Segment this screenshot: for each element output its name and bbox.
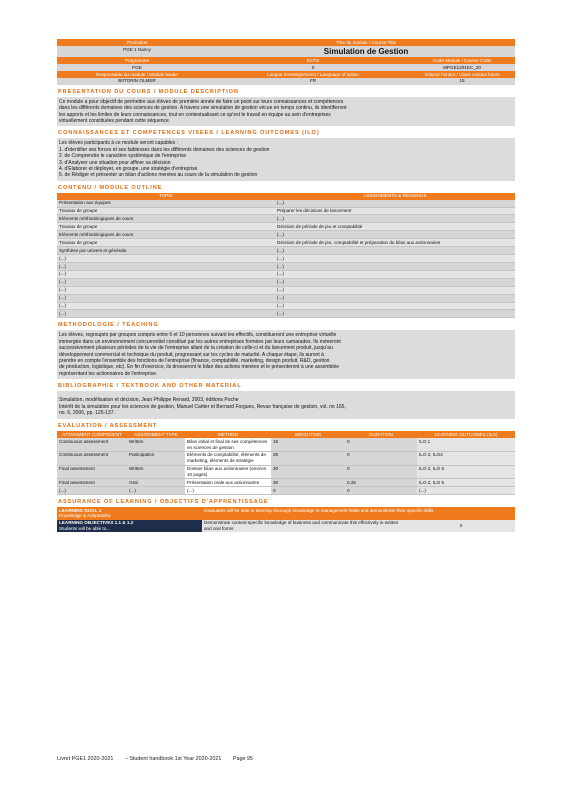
evaluation-component: Final assessment xyxy=(57,465,127,479)
evaluation-component: Final assessment xyxy=(57,479,127,487)
evaluation-weighting: 0 xyxy=(271,487,345,495)
volume-label: Volume horaire / Class contact hours xyxy=(424,71,500,77)
bibliography-heading: BIBLIOGRAPHIE / TEXTBOOK AND OTHER MATERIAL xyxy=(58,383,242,390)
outline-assignment: (...) xyxy=(275,270,515,278)
evaluation-type: Written xyxy=(127,465,185,479)
outline-row xyxy=(57,200,515,207)
outline-assign-header: ASSIGNMENTS & READINGS xyxy=(363,193,427,199)
methodology-heading: METHODOLOGIE / TEACHING xyxy=(58,322,159,329)
competences-line: 1. d'identifier ses forces et ses faiblesses dans les différents domaines des sciences de gestion xyxy=(59,146,270,153)
competences-line: Les élèves participants à ce module seront capables : xyxy=(59,140,178,147)
evaluation-component: Continuous assessment xyxy=(57,438,127,451)
course-sheet xyxy=(57,39,515,532)
evaluation-duration: 0 xyxy=(345,465,417,479)
responsable-label: Responsable du module / Module leader xyxy=(95,71,179,77)
responsable-value: BIITORIN OLMER xyxy=(118,78,156,84)
evaluation-ilo: ILO 2, ILO 5 xyxy=(417,479,515,487)
evaluation-duration: 0 xyxy=(345,487,417,495)
page-footer xyxy=(57,756,263,763)
langue-value: FR xyxy=(309,78,317,84)
evaluation-ilo: ILO 1 xyxy=(417,438,515,451)
eval-header-component: ATTAINMENT COMPONENT xyxy=(62,431,122,437)
outline-assignment: (...) xyxy=(275,302,515,310)
eval-header-type: ASSIGNMENT TYPE xyxy=(134,431,178,437)
footer-middle: – Student handbook 1st Year 2020-2021 xyxy=(124,756,222,762)
evaluation-weighting: 30 xyxy=(271,479,345,487)
evaluation-weighting: 30 xyxy=(271,465,345,479)
outline-row xyxy=(57,310,515,318)
outline-assignment: (...) xyxy=(275,200,515,207)
outline-topic-header: TOPIC xyxy=(159,193,173,199)
evaluation-method: Eléments de comptabilité, éléments de marketing, éléments de stratégie xyxy=(185,451,271,465)
programme-value: PGE xyxy=(132,64,142,70)
learning-objective-desc: Demonstrate context-specific knowledge of business and communicate this effectively in written and oral forms xyxy=(202,520,407,533)
outline-topic: (...) xyxy=(57,294,275,302)
outline-table xyxy=(57,193,515,319)
outline-assignment: (...) xyxy=(275,294,515,302)
outline-topic: (...) xyxy=(57,310,275,318)
evaluation-component: (...) xyxy=(57,487,127,495)
code-value: MPGE1201EC_20 xyxy=(443,64,481,70)
code-label: Code Module / Course Code xyxy=(432,57,492,63)
bibliography-line: no. 6, 2006, pp. 125-137. xyxy=(59,409,115,416)
presentation-line: dans les différents domaines des sciences de gestion. A travers une simulation de gestion vécue en temps continu, ils identifieront xyxy=(59,105,347,112)
outline-assignment: Préparer les décisions de lancement xyxy=(275,207,515,215)
assurance-table xyxy=(57,507,515,532)
bibliography-line: Simulation, modélisation et décision, Jean Philippe Renard, 2003, éditions Poche xyxy=(59,397,239,404)
outline-row xyxy=(57,231,515,239)
outline-topic: (...) xyxy=(57,302,275,310)
outline-row xyxy=(57,270,515,278)
presentation-line: les apports et les limites de leurs connaissances, tout en contextualisant ce qu'est le travail en équipe au sein d'entreprises xyxy=(59,111,331,118)
evaluation-row xyxy=(57,487,515,495)
learning-goal-sub: Knowledge & Adaptability xyxy=(59,513,111,519)
outline-topic: (...) xyxy=(57,270,275,278)
outline-assignment: (...) xyxy=(275,231,515,239)
competences-line: 4. d'Elaborer et déployer, en groupe, une stratégie d'entreprise xyxy=(59,165,198,172)
outline-row xyxy=(57,302,515,310)
learning-objective-cell xyxy=(57,520,202,533)
outline-topic: Travaux de groupe xyxy=(57,239,275,247)
outline-topic: (...) xyxy=(57,255,275,263)
methodology-line: immergée dans un environnement concurrentiel constitué par les autres entreprises formées par leurs camarades. Ils mèneront xyxy=(59,338,341,345)
learning-goal-cell xyxy=(57,507,202,520)
evaluation-component: Continuous assessment xyxy=(57,451,127,465)
outline-row xyxy=(57,247,515,255)
evaluation-duration: 0.25 xyxy=(345,479,417,487)
competences-text xyxy=(57,138,515,180)
outline-assignment: Décision de période de jeu et comptabilité xyxy=(275,223,515,231)
outline-topic: (...) xyxy=(57,262,275,270)
assurance-heading: ASSURANCE OF LEARNING / OBJECTIFS D'APPRENTISSAGE xyxy=(58,499,269,505)
methodology-line: successivement plusieurs périodes de la vie de l'entreprise allant de la création de celle-ci et du lancement produit, jusqu'au xyxy=(59,345,333,352)
bibliography-line: Intérêt de la simulation pour les sciences de gestion, Manuel Cartier et Bernard Forgues, Revue française de gestion, vol. no 165, xyxy=(59,403,346,410)
outline-row xyxy=(57,239,515,247)
methodology-text xyxy=(57,330,515,379)
learning-goal-desc: Graduates will be able to develop thorough knowledge in management fields and demonstrate their specific skills. xyxy=(202,507,515,520)
outline-assignment: (...) xyxy=(275,286,515,294)
outline-row xyxy=(57,286,515,294)
outline-assignment: (...) xyxy=(275,255,515,263)
module-title-label: Titre du module / Course Title xyxy=(335,39,397,45)
outline-topic: (...) xyxy=(57,278,275,286)
outline-topic: Travaux de groupe xyxy=(57,207,275,215)
outline-row xyxy=(57,278,515,286)
evaluation-type: Written xyxy=(127,438,185,451)
outline-row xyxy=(57,262,515,270)
presentation-line: virtuellement constituées pendant cette séquence. xyxy=(59,117,171,124)
footer-page: Page 95 xyxy=(232,756,253,762)
bibliography-text xyxy=(57,391,515,419)
promotion-label: Promotion xyxy=(126,39,148,45)
evaluation-row xyxy=(57,465,515,479)
methodology-line: de production, logistique, etc). En fin d'exercice, ils dresseront le bilan des actions menées et le présenteront à une assemblée xyxy=(59,364,340,371)
evaluation-ilo: ILO 2, ILO 5 xyxy=(417,465,515,479)
outline-row xyxy=(57,294,515,302)
evaluation-duration: 0 xyxy=(345,438,417,451)
outline-topic: Travaux de groupe xyxy=(57,223,275,231)
eval-header-duration: DURATION xyxy=(369,431,393,437)
presentation-line: Ce module a pour objectif de permettre aux élèves de première année de faire un point sur leurs connaissances et compétences xyxy=(59,98,344,105)
evaluation-row xyxy=(57,479,515,487)
outline-topic: Présentation aux équipes xyxy=(57,200,275,207)
competences-line: 3. d'Analyser une situation pour affiner sa décision xyxy=(59,159,171,166)
evaluation-type: Participation xyxy=(127,451,185,465)
outline-row xyxy=(57,223,515,231)
eval-header-ilo: LEARNING OUTCOMES (ILO) xyxy=(434,431,498,437)
learning-objective-sub: Students will be able to... xyxy=(59,525,111,531)
outline-assignment: (...) xyxy=(275,278,515,286)
competences-heading: CONNAISSANCES ET COMPETENCES VISEES / LEARNING OUTCOMES (ILO) xyxy=(58,130,320,137)
module-title-value: Simulation de Gestion xyxy=(217,46,515,57)
ects-value: 0 xyxy=(311,64,315,70)
outline-row xyxy=(57,255,515,263)
presentation-text xyxy=(57,97,515,127)
competences-line: 5. de Rédiger et présenter un bilan d'actions menées au cours de la simulation de gestion xyxy=(59,172,258,179)
evaluation-ilo: (...) xyxy=(417,487,515,495)
evaluation-row xyxy=(57,438,515,451)
evaluation-method: Dossier bilan aux actionnaires (environ 10 pages) xyxy=(185,465,271,479)
methodology-line: développement commercial et technique du produit, progressant sur les cycles de maturité. A chaque étape, ils auront à xyxy=(59,351,324,358)
outline-assignment: (...) xyxy=(275,262,515,270)
outline-topic: Synthèse par univers et générale xyxy=(57,247,275,255)
eval-header-weighting: WEIGHTING xyxy=(294,431,322,437)
outline-assignment: (...) xyxy=(275,310,515,318)
evaluation-method: Bilan initial et final de ses compétences en sciences de gestion xyxy=(185,438,271,451)
evaluation-table xyxy=(57,431,515,495)
outline-row xyxy=(57,207,515,215)
evaluation-heading: EVALUATION / ASSESSMENT xyxy=(58,423,158,430)
footer-left: Livret PGE1 2020-2021 xyxy=(57,756,114,762)
volume-value: 15 xyxy=(459,78,465,84)
outline-topic: (...) xyxy=(57,286,275,294)
methodology-line: prendre en compte l'ensemble des fonctions de l'entreprise (finance, comptabilité, marketing, design produit, R&D, gestion xyxy=(59,357,330,364)
promotion-value: PGE 1 Nancy xyxy=(57,46,217,57)
evaluation-method: (...) xyxy=(185,487,271,495)
outline-topic: Eléments méthodologiques de cours xyxy=(57,231,275,239)
module-header-table xyxy=(57,39,515,85)
evaluation-method: Présentation orale aux actionnaires xyxy=(185,479,271,487)
learning-objective-mark: X xyxy=(407,520,515,533)
eval-header-method: METHOD xyxy=(218,431,238,437)
langue-label: Langue d'enseignement / Language of tuition xyxy=(267,71,359,77)
methodology-line: Les élèves, regroupés par groupes compris entre 6 et 10 personnes suivant les effectifs, constitueront une entreprise virtuelle xyxy=(59,332,337,339)
methodology-line: représentant les actionnaires de l'entreprise. xyxy=(59,370,158,377)
outline-assignment: (...) xyxy=(275,215,515,223)
presentation-heading: PRESENTATION DU COURS / MODULE DESCRIPTION xyxy=(58,88,239,95)
ects-label: ECTS xyxy=(306,57,320,63)
competences-line: 2. de Comprendre le caractère systémique de l'entreprise xyxy=(59,153,187,160)
evaluation-ilo: ILO 3, ILO4 xyxy=(417,451,515,465)
programme-label: Programme xyxy=(125,57,149,63)
outline-row xyxy=(57,215,515,223)
learning-goal-label: LEARNING GOAL 1 xyxy=(59,507,102,513)
outline-assignment: (...) xyxy=(275,247,515,255)
learning-objective-label: LEARNING OBJECTIVES 1.1 & 1.2 xyxy=(59,520,134,526)
evaluation-row xyxy=(57,451,515,465)
evaluation-type: (...) xyxy=(127,487,185,495)
outline-heading: CONTENU / MODULE OUTLINE xyxy=(58,184,163,191)
evaluation-type: Oral xyxy=(127,479,185,487)
outline-topic: Eléments méthodologiques de cours xyxy=(57,215,275,223)
outline-assignment: Décision de période de jeu, comptabilité et préparation du bilan aux actionnaires xyxy=(275,239,515,247)
evaluation-weighting: 15 xyxy=(271,438,345,451)
evaluation-duration: 0 xyxy=(345,451,417,465)
evaluation-weighting: 25 xyxy=(271,451,345,465)
